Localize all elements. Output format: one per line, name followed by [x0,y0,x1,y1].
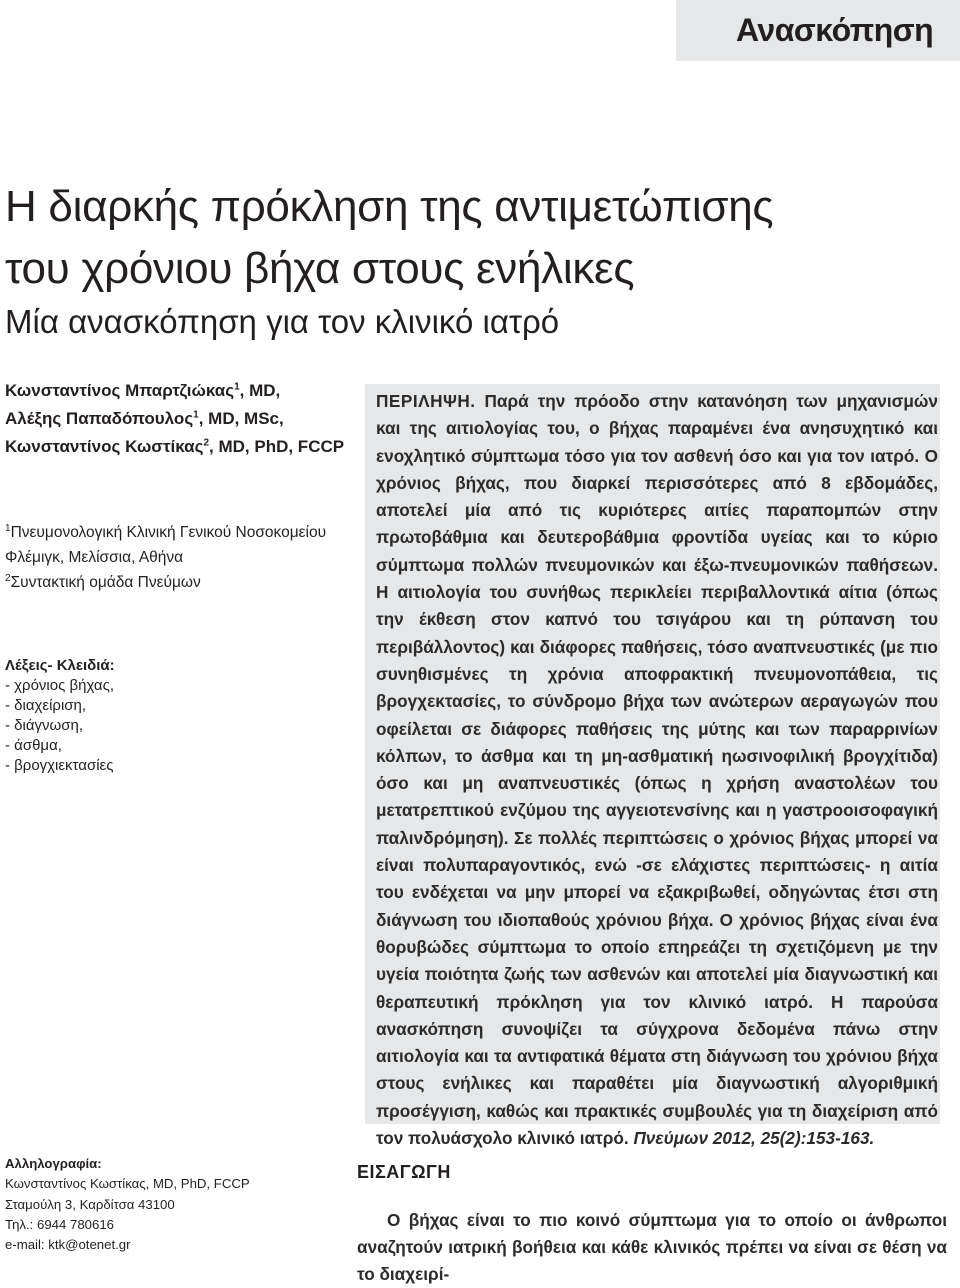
abstract-label: ΠΕΡΙΛΗΨΗ. [376,391,476,411]
keyword: - βρογχιεκτασίες [5,757,114,774]
keyword: - διάγνωση, [5,717,83,734]
affiliation-line: $^2$Συντακτική ομάδα Πνεύμων [5,572,201,591]
author: Αλέξης Παπαδόπουλος$^1$, MD, MSc, [5,409,284,428]
intro-paragraph: Ο βήχας είναι το πιο κοινό σύμπτωμα για το οποίο οι άνθρωποι αναζητούν ιατρική βοήθεια και κάθε κλινικός πρέπει να είναι σε θέση να το διαχειρί- [357,1210,947,1284]
author: Κωνσταντίνος Μπαρτζιώκας$^1$, MD, [5,381,281,400]
abstract-box [365,384,940,1149]
correspondence [5,1154,325,1255]
keyword: - άσθμα, [5,737,62,754]
affiliation-line: Φλέμιγκ, Μελίσσια, Αθήνα [5,549,184,566]
correspondence-line: Κωνσταντίνος Κωστίκας, MD, PhD, FCCP [5,1176,250,1192]
intro-heading: ΕΙΣΑΓΩΓΗ [357,1162,451,1182]
correspondence-email: e-mail: ktk@otenet.gr [5,1237,131,1253]
abstract-text: Παρά την πρόοδο στην κατανόηση των μηχανισμών και της αιτιολογίας του, ο βήχας παραμένει ένα ανησυχητικό και ενοχλητικό σύμπτωμα τόσο για τον ασθενή όσο και για τον ιατρό. Ο χρόνιος βήχας, που διαρκεί περισσότερες από 8 εβδομάδες, αποτελεί μία από τις κυριότερες αιτίες παραπομπών στην πρωτοβάθμια και δευτεροβάθμια φροντίδα υγείας και το κύριο σύμπτωμα πολλών πνευμονικών και έξω-πνευμονικών παθήσεων. Η αιτιολογία του συνήθως περικλείει περιβαλλοντικά αίτια (όπως την έκθεση στον καπνό του τσιγάρου και τη ρύπανση του περιβάλλοντος) και διάφορες παθήσεις, τόσο αναπνευστικές (με πιο συνηθισμένες τη χρόνια αποφρακτική πνευμονοπάθεια, τις βρογχεκτασίες, το σύνδρομο βήχα των ανώτερων αεραγωγών που οφείλεται σε διάφορες παθήσεις της μύτης και των παραρρινίων κόλπων, το άσθμα και τη μη-ασθματική ηωσινοφιλική βρογχίτιδα) όσο και μη αναπνευστικές (όπως η χρήση αναστολέων του μετατρεπτικού ενζύμου της αγγειοτενσίνης και η γαστροοισοφαγική παλινδρόμηση). Σε πολλές περιπτώσεις ο χρόνιος βήχας μπορεί να είναι πολυπαραγοντικός, ενώ -σε ελάχιστες περιπτώσεις- η αιτία του ενδέχεται να μην μπορεί να εξακριβωθεί, οδηγώντας έτσι στη διάγνωση του ιδιοπαθούς χρόνιου βήχα. Ο χρόνιος βήχας είναι ένα θορυβώδες σύμπτωμα το οποίο επηρεάζει τη σχετιζόμενη με την υγεία ποιότητα ζωής των ασθενών και αποτελεί μία διαγνωστική και θεραπευτική πρόκληση για τον κλινικό ιατρό. Η παρούσα ανασκόπηση συνοψίζει τα σύγχρονα δεδομένα πάνω στην αιτιολογία και τα αντιφατικά θέματα στη διάγνωση του χρόνιου βήχα στους ενήλικες και παραθέτει μία διαγνωστική αλγοριθμική προσέγγιση, καθώς και πρακτικές συμβουλές για τη διαχείριση από τον πολυάσχολο κλινικό ιατρό. [376,391,938,1149]
affiliations [5,520,350,595]
article-subtitle: Μία ανασκόπηση για τον κλινικό ιατρό [5,303,560,340]
section-label-box [676,0,960,61]
abstract-citation: Πνεύμων 2012, 25(2):153-163. [633,1128,875,1149]
keyword: - χρόνιος βήχας, [5,677,114,694]
affiliation-line: $^1$Πνευμονολογική Κλινική Γενικού Νοσοκομείου [5,522,327,541]
article-title-line-1: Η διαρκής πρόκληση της αντιμετώπισης [5,182,774,231]
correspondence-label: Αλληλογραφία: [5,1156,102,1171]
correspondence-line: Τηλ.: 6944 780616 [5,1216,115,1232]
author-list [5,377,350,461]
abstract-paragraph [376,388,938,1152]
correspondence-line: Σταμούλη 3, Καρδίτσα 43100 [5,1196,175,1212]
section-label: Ανασκόπηση [736,12,934,48]
article-title-line-2: του χρόνιου βήχα στους ενήλικες [5,244,635,293]
author: Κωνσταντίνος Κωστίκας$^2$, MD, PhD, FCCP [5,437,345,456]
keywords [5,656,350,776]
keywords-label: Λέξεις- Κλειδιά: [5,657,115,674]
keyword: - διαχείριση, [5,697,87,714]
